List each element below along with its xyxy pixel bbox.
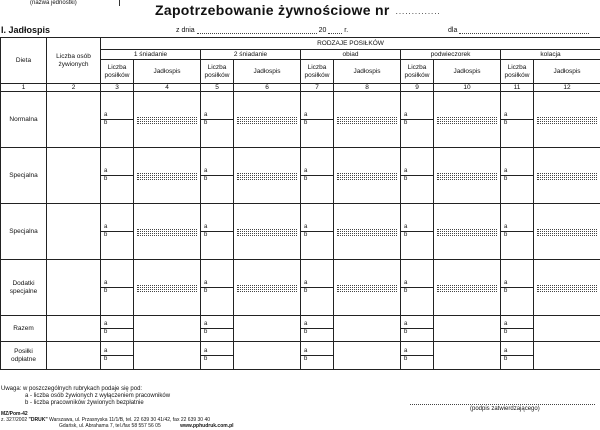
menu-cell[interactable] [234, 92, 301, 148]
meal-count-cell[interactable]: a b [301, 342, 334, 370]
menu-table [0, 37, 600, 370]
meal-count-cell[interactable]: a b [301, 92, 334, 148]
menu-cell[interactable] [434, 342, 501, 370]
sub-header-menu: Jadłospis [534, 60, 600, 84]
menu-cell[interactable] [434, 92, 501, 148]
unit-name-label: (nazwa jednostki) [30, 0, 77, 6]
printer-address: Warszawa, ul. Przasnyska 11/1/B, tel. 22 639 30 41/42, fax 22 639 30 40 [49, 417, 211, 423]
meal-count-cell[interactable]: a b [401, 92, 434, 148]
form-code: MZ/Pom-42 [1, 411, 28, 417]
for-field[interactable] [459, 33, 589, 34]
sub-header-count: Liczba posiłków [401, 60, 434, 84]
printer-brand: "DRUK" [28, 417, 48, 423]
menu-cell[interactable] [334, 316, 401, 342]
printer-address: Gdańsk, ul. Abrahama 7, tel./fax 58 557 56 05 [59, 423, 161, 429]
title-number-field[interactable]: .............. [395, 6, 441, 16]
meal-count-cell[interactable]: a b [501, 148, 534, 204]
print-footer [1, 411, 234, 429]
meal-count-cell[interactable]: a b [401, 316, 434, 342]
meal-header-dinner: obiad [301, 50, 401, 60]
menu-cell[interactable] [234, 148, 301, 204]
menu-cell[interactable] [434, 260, 501, 316]
menu-cell[interactable] [534, 148, 600, 204]
meal-count-cell[interactable]: a b [401, 204, 434, 260]
col-header-count: Liczba osób żywionych [47, 38, 101, 84]
meal-count-cell[interactable]: a b [101, 342, 134, 370]
menu-cell[interactable] [334, 342, 401, 370]
meal-count-cell[interactable]: a b [201, 148, 234, 204]
diet-label: Normalna [1, 92, 47, 148]
meal-count-cell[interactable]: a b [201, 204, 234, 260]
column-number: 5 [201, 84, 234, 92]
signature-label: (podpis zatwierdzającego) [470, 406, 540, 412]
menu-cell[interactable] [134, 204, 201, 260]
table-row [1, 148, 600, 204]
unit-corner-mark [119, 0, 120, 6]
section-title: I. Jadłospis [1, 25, 51, 35]
menu-cell[interactable] [534, 260, 600, 316]
sub-header-menu: Jadłospis [234, 60, 301, 84]
notes-block [1, 386, 170, 407]
menu-cell[interactable] [434, 316, 501, 342]
column-number: 6 [234, 84, 301, 92]
column-number-row [1, 84, 600, 92]
menu-cell[interactable] [134, 92, 201, 148]
meal-header-supper: kolacja [501, 50, 600, 60]
menu-cell[interactable] [534, 316, 600, 342]
table-row-total [1, 316, 600, 342]
meal-count-cell[interactable]: a b [501, 92, 534, 148]
menu-cell[interactable] [534, 342, 600, 370]
year-field[interactable] [328, 33, 342, 34]
menu-cell[interactable] [234, 260, 301, 316]
meal-count-cell[interactable]: a b [101, 316, 134, 342]
meal-count-cell[interactable]: a b [101, 148, 134, 204]
meal-count-cell[interactable]: a b [401, 148, 434, 204]
meal-count-cell[interactable]: a b [501, 342, 534, 370]
column-number: 12 [534, 84, 600, 92]
diet-label: Dodatki specjalne [1, 260, 47, 316]
meal-count-cell[interactable]: a b [401, 342, 434, 370]
table-row [1, 92, 600, 148]
menu-cell[interactable] [134, 316, 201, 342]
diet-label: Razem [1, 316, 47, 342]
sub-header-count: Liczba posiłków [501, 60, 534, 84]
table-row-paid [1, 342, 600, 370]
table-row [1, 204, 600, 260]
menu-cell[interactable] [434, 148, 501, 204]
count-cell[interactable] [47, 316, 101, 342]
diet-label: Posiłki odpłatne [1, 342, 47, 370]
count-cell[interactable] [47, 342, 101, 370]
year-prefix: 20 [318, 27, 327, 34]
sub-header-count: Liczba posiłków [301, 60, 334, 84]
menu-cell[interactable] [334, 92, 401, 148]
column-number: 4 [134, 84, 201, 92]
sub-header-menu: Jadłospis [434, 60, 501, 84]
sub-header-menu: Jadłospis [134, 60, 201, 84]
count-cell[interactable] [47, 92, 101, 148]
column-number: 2 [47, 84, 101, 92]
column-number: 7 [301, 84, 334, 92]
meal-count-cell[interactable]: a b [301, 260, 334, 316]
menu-cell[interactable] [534, 204, 600, 260]
note-line: Uwaga: w poszczególnych rubrykach podaje się pod: [1, 386, 143, 392]
diet-label: Specjalna [1, 204, 47, 260]
date-field[interactable] [197, 33, 317, 34]
form-ref: z. 327/2002 [1, 417, 28, 423]
meal-header-breakfast-1: 1 śniadanie [101, 50, 201, 60]
menu-cell[interactable] [234, 316, 301, 342]
meal-count-cell[interactable]: a b [501, 204, 534, 260]
meal-header-snack: podwieczorek [401, 50, 501, 60]
date-prefix: z dnia [176, 27, 195, 34]
meal-count-cell[interactable]: a b [201, 342, 234, 370]
diet-label: Specjalna [1, 148, 47, 204]
meal-count-cell[interactable]: a b [101, 92, 134, 148]
col-header-diet: Dieta [1, 38, 47, 84]
meal-count-cell[interactable]: a b [201, 316, 234, 342]
menu-cell[interactable] [334, 148, 401, 204]
count-cell[interactable] [47, 148, 101, 204]
column-number: 11 [501, 84, 534, 92]
table-row [1, 260, 600, 316]
year-suffix: r. [344, 27, 349, 34]
menu-cell[interactable] [334, 260, 401, 316]
menu-cell[interactable] [234, 204, 301, 260]
meal-header-breakfast-2: 2 śniadanie [201, 50, 301, 60]
column-number: 1 [1, 84, 47, 92]
column-number: 9 [401, 84, 434, 92]
for-field-group [448, 27, 589, 34]
count-cell[interactable] [47, 260, 101, 316]
note-line: a - liczba osób żywionych z wyłączeniem pracowników [25, 393, 171, 399]
date-field-group [176, 27, 348, 34]
meal-count-cell[interactable]: a b [201, 260, 234, 316]
menu-cell[interactable] [434, 204, 501, 260]
sub-header-count: Liczba posiłków [201, 60, 234, 84]
column-number: 3 [101, 84, 134, 92]
meal-count-cell[interactable]: a b [301, 204, 334, 260]
count-cell[interactable] [47, 204, 101, 260]
document-title [155, 2, 441, 18]
sub-header-menu: Jadłospis [334, 60, 401, 84]
meal-count-cell[interactable]: a b [201, 92, 234, 148]
meal-count-cell[interactable]: a b [101, 260, 134, 316]
column-number: 10 [434, 84, 501, 92]
meal-count-cell[interactable]: a b [501, 316, 534, 342]
signature-line[interactable] [410, 404, 595, 405]
note-line: b - liczba pracowników żywionych bezpłatnie [25, 400, 144, 406]
meal-count-cell[interactable]: a b [401, 260, 434, 316]
meal-count-cell[interactable]: a b [301, 316, 334, 342]
col-header-meal-types: RODZAJE POSIŁKÓW [101, 38, 600, 50]
meal-count-cell[interactable]: a b [101, 204, 134, 260]
title-text: Zapotrzebowanie żywnościowe nr [155, 2, 390, 18]
for-label: dla [448, 27, 458, 34]
menu-cell[interactable] [334, 204, 401, 260]
meal-count-cell[interactable]: a b [501, 260, 534, 316]
printer-website: www.pphudruk.com.pl [180, 423, 234, 429]
menu-cell[interactable] [134, 342, 201, 370]
menu-cell[interactable] [234, 342, 301, 370]
meal-count-cell[interactable]: a b [301, 148, 334, 204]
column-number: 8 [334, 84, 401, 92]
menu-cell[interactable] [134, 260, 201, 316]
menu-cell[interactable] [534, 92, 600, 148]
menu-cell[interactable] [134, 148, 201, 204]
sub-header-count: Liczba posiłków [101, 60, 134, 84]
